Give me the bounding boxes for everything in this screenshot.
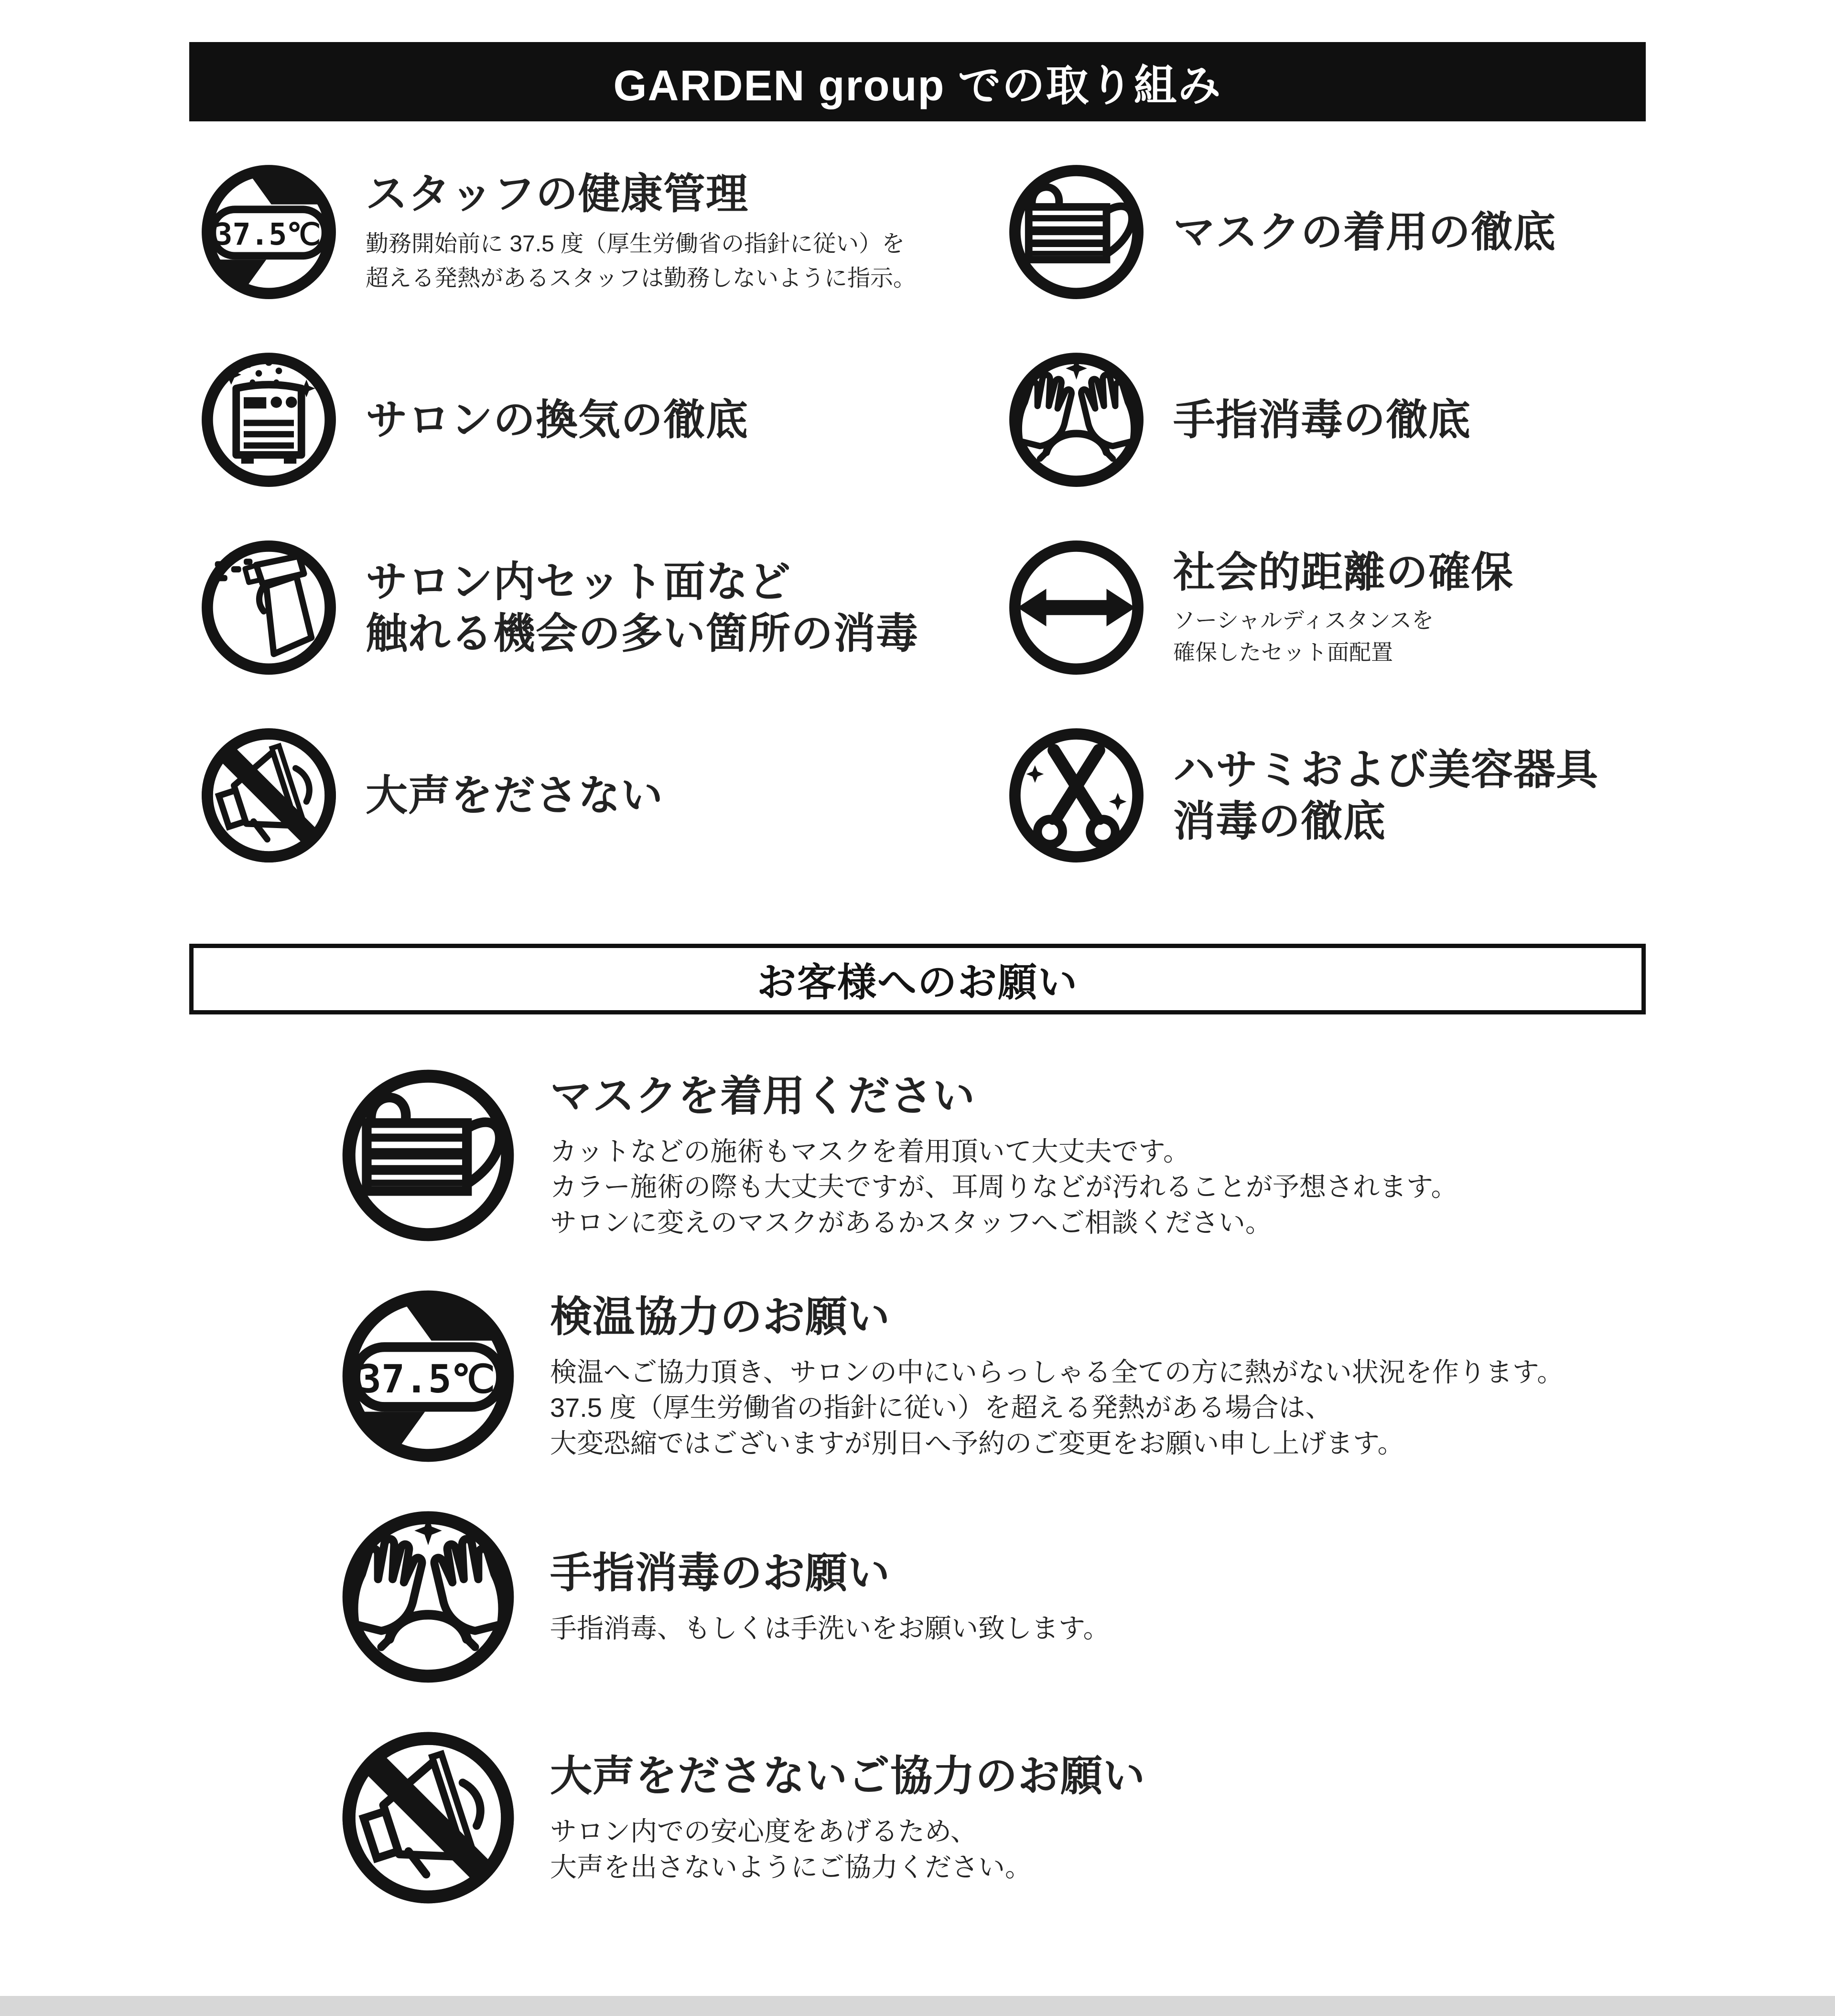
initiative-mask bbox=[1001, 157, 1644, 307]
initiative-title: 社会的距離の確保 bbox=[1173, 549, 1514, 596]
request-title: 大声をださないご協力のお願い bbox=[550, 1752, 1146, 1800]
thermometer-icon bbox=[331, 1279, 525, 1473]
no-shouting-megaphone-icon bbox=[194, 720, 344, 871]
initiative-title: サロンの換気の徹底 bbox=[366, 396, 749, 443]
request-no-shouting bbox=[331, 1721, 1835, 1915]
initiative-surface-disinfection bbox=[194, 532, 1001, 683]
no-shouting-megaphone-icon bbox=[331, 1721, 525, 1915]
initiative-body: 勤務開始前に 37.5 度（厚生労働省の指針に従い）を 超える発熱があるスタッフは勤務しないように指示。 bbox=[366, 231, 917, 291]
initiative-no-shouting bbox=[194, 720, 1001, 871]
request-body: 検温へご協力頂き、サロンの中にいらっしゃる全ての方に熱がない状況を作ります。 37.5 度（厚生労働省の指針に従い）を超える発熱がある場合は、 大変恐縮ではございますが別日へ予約のご変更をお願い申し上げます。 bbox=[550, 1357, 1564, 1458]
scan-edge bbox=[0, 1996, 1835, 2016]
request-title: 手指消毒のお願い bbox=[550, 1549, 891, 1597]
hands-sanitize-icon bbox=[331, 1500, 525, 1694]
requests-header-title: お客様へのお願い bbox=[756, 960, 1078, 1004]
distance-arrow-icon bbox=[1001, 532, 1152, 683]
mask-icon bbox=[331, 1058, 525, 1252]
mask-icon bbox=[1001, 157, 1152, 307]
initiatives-header bbox=[189, 42, 1646, 121]
initiative-social-distance bbox=[1001, 532, 1644, 683]
request-temperature-check bbox=[331, 1279, 1835, 1473]
hands-sanitize-icon bbox=[1001, 345, 1152, 495]
request-title: マスクを着用ください bbox=[550, 1072, 976, 1120]
initiatives-header-title: GARDEN group での取り組み bbox=[613, 62, 1222, 110]
initiative-title: マスクの着用の徹底 bbox=[1173, 208, 1556, 256]
initiative-title: サロン内セット面など 触れる機会の多い箇所の消毒 bbox=[366, 558, 919, 657]
request-body: カットなどの施術もマスクを着用頂いて大丈夫です。 カラー施術の際も大丈夫ですが、耳周りなどが汚れることが予想されます。 サロンに変えのマスクがあるかスタッフへご相談ください。 bbox=[550, 1136, 1458, 1238]
initiative-hand-disinfection bbox=[1001, 345, 1644, 495]
svg-text:37.5℃: 37.5℃ bbox=[214, 216, 321, 252]
initiative-ventilation bbox=[194, 345, 1001, 495]
initiative-body: ソーシャルディスタンスを 確保したセット面配置 bbox=[1173, 608, 1434, 665]
initiative-title: ハサミおよび美容器具 消毒の徹底 bbox=[1173, 746, 1599, 845]
requests-header bbox=[189, 944, 1646, 1014]
request-body: サロン内での安心度をあげるため、 大声を出さないようにご協力ください。 bbox=[550, 1816, 1032, 1882]
scissors-icon bbox=[1001, 720, 1152, 871]
initiative-title: スタッフの健康管理 bbox=[366, 170, 749, 217]
svg-text:37.5℃: 37.5℃ bbox=[358, 1357, 495, 1402]
request-hand-disinfection bbox=[331, 1500, 1835, 1694]
initiative-tool-disinfection bbox=[1001, 720, 1644, 871]
request-body: 手指消毒、もしくは手洗いをお願い致します。 bbox=[550, 1613, 1110, 1644]
request-title: 検温協力のお願い bbox=[550, 1293, 891, 1340]
request-wear-mask bbox=[331, 1058, 1835, 1252]
requests-list bbox=[331, 1058, 1835, 1915]
initiative-title: 手指消毒の徹底 bbox=[1173, 396, 1471, 443]
spray-bottle-icon bbox=[194, 532, 344, 683]
thermometer-icon bbox=[194, 157, 344, 307]
air-purifier-icon bbox=[194, 345, 344, 495]
initiatives-grid bbox=[194, 157, 1835, 871]
initiative-staff-health bbox=[194, 157, 1001, 307]
initiative-title: 大声をださない bbox=[366, 771, 664, 819]
